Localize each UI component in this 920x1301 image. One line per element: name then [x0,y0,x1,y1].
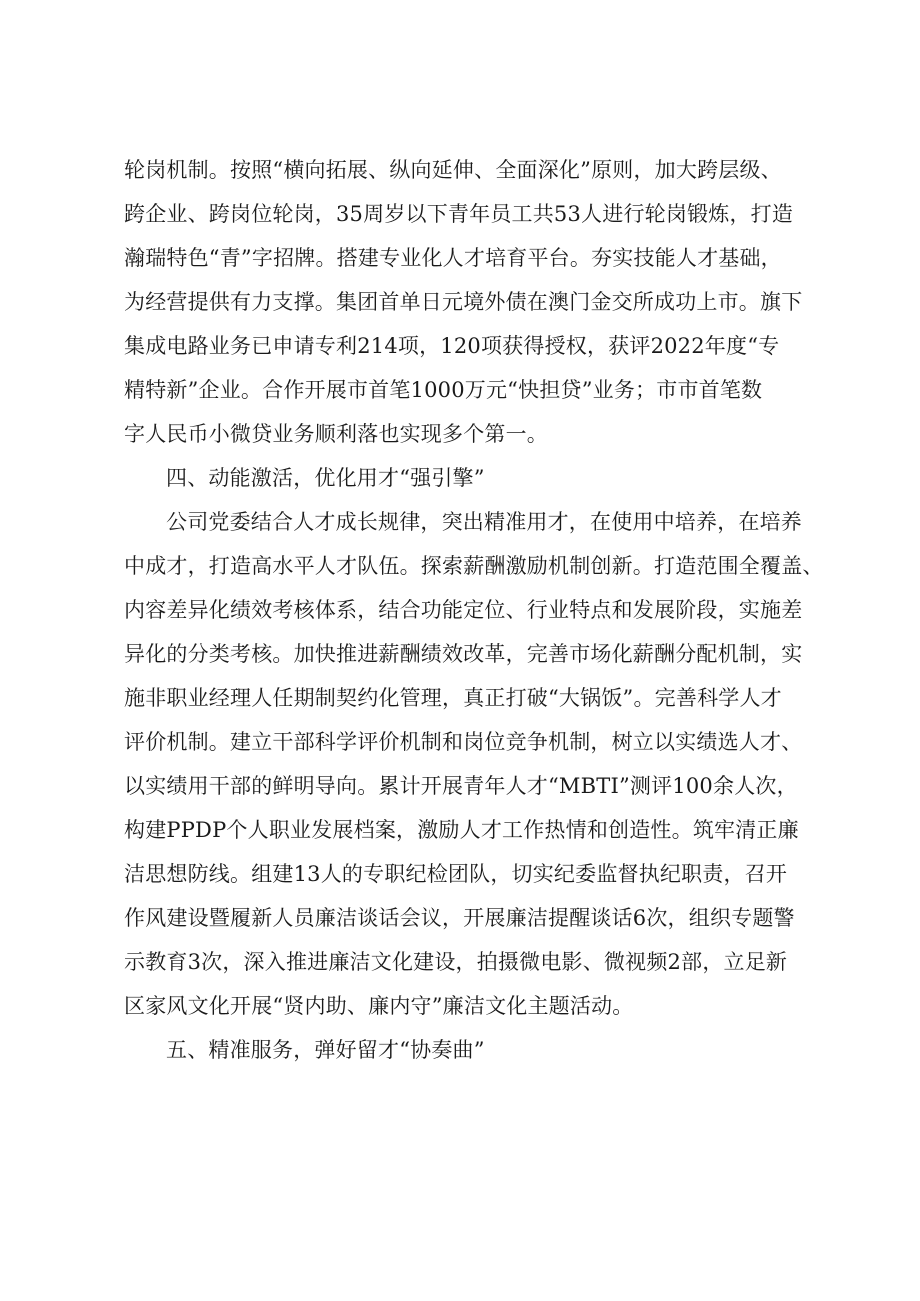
body-line: 以实绩用干部的鲜明导向。累计开展青年人才“MBTI”测评100余人次， [124,774,798,798]
body-line: 内容差异化绩效考核体系，结合功能定位、行业特点和发展阶段，实施差 [124,598,803,622]
body-line: 中成才，打造高水平人才队伍。探索薪酬激励机制创新。打造范围全覆盖、 [124,554,824,578]
body-line: 构建PPDP个人职业发展档案，激励人才工作热情和创造性。筑牢清正廉 [124,818,799,842]
body-line: 为经营提供有力支撑。集团首单日元境外债在澳门金交所成功上市。旗下 [124,290,803,314]
body-line: 区家风文化开展“贤内助、廉内守”廉洁文化主题活动。 [124,994,634,1018]
body-line: 精特新”企业。合作开展市首笔1000万元“快担贷”业务；市市首笔数 [124,378,763,402]
body-line: 集成电路业务已申请专利214项，120项获得授权，获评2022年度“专 [124,334,780,358]
body-line: 字人民币小微贷业务顺利落也实现多个第一。 [124,422,548,446]
section-heading-five: 五、精准服务，弹好留才“协奏曲” [166,1038,485,1062]
body-line: 轮岗机制。按照“横向拓展、纵向延伸、全面深化”原则，加大跨层级、 [124,158,782,182]
body-line: 评价机制。建立干部科学评价机制和岗位竞争机制，树立以实绩选人才、 [124,730,803,754]
body-line: 洁思想防线。组建13人的专职纪检团队，切实纪委监督执纪职责，召开 [124,862,788,886]
body-line: 作风建设暨履新人员廉洁谈话会议，开展廉洁提醒谈话6次，组织专题警 [124,906,795,930]
body-line: 跨企业、跨岗位轮岗，35周岁以下青年员工共53人进行轮岗锻炼，打造 [124,202,794,226]
section-heading-four: 四、动能激活，优化用才“强引擎” [166,466,485,490]
body-line: 公司党委结合人才成长规律，突出精准用才，在使用中培养，在培养 [166,510,802,534]
body-line: 施非职业经理人任期制契约化管理，真正打破“大锅饭”。完善科学人才 [124,686,782,710]
body-line: 瀚瑞特色“青”字招牌。搭建专业化人才培育平台。夯实技能人才基础， [124,246,782,270]
body-line: 示教育3次，深入推进廉洁文化建设，拍摄微电影、微视频2部，立足新 [124,950,788,974]
body-line: 异化的分类考核。加快推进薪酬绩效改革，完善市场化薪酬分配机制，实 [124,642,803,666]
